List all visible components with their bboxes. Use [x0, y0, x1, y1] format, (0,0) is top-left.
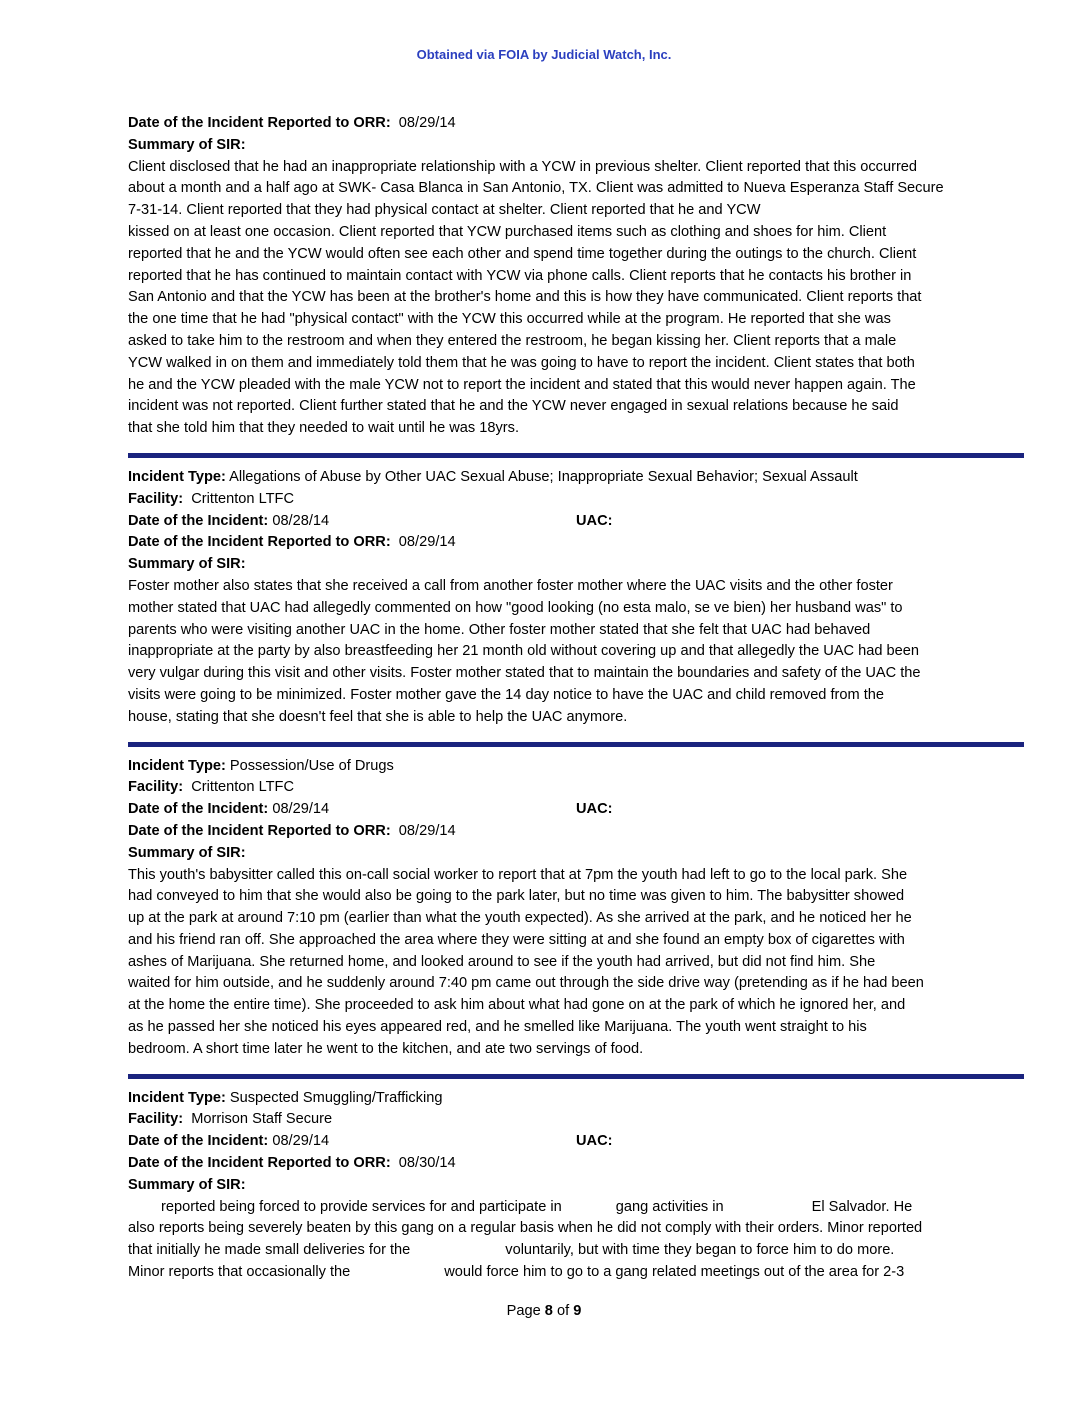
- summary-line: YCW walked in on them and immediately told them that he was going to have to report the incident. Client states that both: [128, 354, 915, 371]
- summary-line: at the home the entire time). She proceeded to ask him about what had gone on at the park of which he ignored her, and: [128, 997, 906, 1014]
- foia-watermark: Obtained via FOIA by Judicial Watch, Inc.: [416, 47, 672, 62]
- summary-line: visits were going to be minimized. Foster mother gave the 14 day notice to have the UAC and child removed from the: [128, 686, 885, 703]
- summary-line: that she told him that they needed to wait until he was 18yrs.: [128, 420, 520, 437]
- incident-type-value: Allegations of Abuse by Other UAC Sexual Abuse; Inappropriate Sexual Behavior; Sexual Assault: [229, 468, 858, 485]
- summary-line: Client disclosed that he had an inappropriate relationship with a YCW in previous shelter. Client reported that this occurred: [128, 158, 918, 175]
- summary-text: [128, 1197, 1024, 1284]
- date-incident-label: Date of the Incident:: [128, 801, 269, 818]
- page-total: 9: [573, 1303, 582, 1319]
- date-reported-value: 08/29/14: [398, 534, 456, 551]
- summary-line: as he passed her she noticed his eyes appeared red, and he smelled like Marijuana. The youth went straight to his: [128, 1019, 867, 1036]
- uac-label: UAC:: [576, 801, 613, 818]
- facility-label: Facility:: [128, 1111, 184, 1128]
- date-incident-label: Date of the Incident:: [128, 512, 269, 529]
- date-reported-label: Date of the Incident Reported to ORR:: [128, 115, 391, 131]
- summary-label: Summary of SIR:: [128, 844, 246, 861]
- summary-line: Foster mother also states that she received a call from another foster mother where the UAC visits and the other foster: [128, 577, 893, 594]
- summary-line: also reports being severely beaten by this gang on a regular basis when he did not comply with their orders. Minor reported: [128, 1220, 923, 1237]
- incident-section-4: [128, 1088, 1024, 1284]
- facility-value: Crittenton LTFC: [191, 490, 294, 507]
- date-reported-value: 08/29/14: [398, 822, 456, 839]
- summary-line: reported that he and the YCW would often see each other and spend time together during the outings to the church. Client: [128, 245, 917, 262]
- redacted-text-part: voluntarily, but with time they began to force him to do more.: [505, 1242, 895, 1259]
- redacted-text-part: El Salvador. He: [811, 1198, 913, 1215]
- incident-section-3: [128, 756, 1024, 1061]
- incident-section-2: [128, 467, 1024, 729]
- date-reported-value: 08/29/14: [398, 115, 456, 131]
- summary-line: very vulgar during this visit and other visits. Foster mother stated that to maintain the boundaries and safety of the UAC the: [128, 665, 921, 682]
- facility-label: Facility:: [128, 779, 184, 796]
- incident-section-1: [128, 113, 1024, 440]
- summary-label: Summary of SIR:: [128, 136, 246, 153]
- summary-text: [128, 865, 1024, 1061]
- summary-line: bedroom. A short time later he went to the kitchen, and ate two servings of food.: [128, 1040, 644, 1057]
- summary-text: [128, 157, 1024, 440]
- section-divider: [128, 1074, 1024, 1079]
- summary-line: incident was not reported. Client further stated that he and the YCW never engaged in sexual relations because he said: [128, 398, 899, 415]
- redacted-text-part: Minor reports that occasionally the: [128, 1264, 351, 1281]
- date-incident-label: Date of the Incident:: [128, 1133, 269, 1150]
- incident-type-label: Incident Type:: [128, 468, 226, 485]
- summary-line: This youth's babysitter called this on-call social worker to report that at 7pm the youth had left to go to the local park. She: [128, 866, 908, 883]
- incident-type-value: Suspected Smuggling/Trafficking: [229, 1089, 443, 1106]
- page-number: [0, 1303, 1088, 1319]
- summary-line: [128, 1262, 1024, 1284]
- summary-line: parents who were visiting another UAC in the home. Other foster mother stated that she felt that UAC had behaved: [128, 621, 871, 638]
- summary-line: reported that he has continued to maintain contact with YCW via phone calls. Client reports that he contacts his brother in: [128, 267, 912, 284]
- summary-line: ashes of Marijuana. She returned home, and looked around to see if the youth had arrived, but did not find him. She: [128, 953, 876, 970]
- facility-value: Crittenton LTFC: [191, 779, 294, 796]
- summary-text: [128, 576, 1024, 729]
- redacted-text-part: that initially he made small deliveries for the: [128, 1242, 411, 1259]
- section-divider: [128, 453, 1024, 458]
- summary-line: kissed on at least one occasion. Client reported that YCW purchased items such as clothing and shoes for him. Client: [128, 223, 887, 240]
- date-incident-value: 08/29/14: [272, 1133, 330, 1150]
- redacted-text-part: gang activities in: [615, 1198, 724, 1215]
- page-current: 8: [544, 1303, 553, 1319]
- of-word: of: [556, 1303, 570, 1319]
- uac-label: UAC:: [576, 512, 613, 529]
- incident-type-value: Possession/Use of Drugs: [229, 757, 394, 774]
- date-reported-label: Date of the Incident Reported to ORR:: [128, 534, 391, 551]
- summary-line: [128, 1197, 1024, 1219]
- redacted-text-part: would force him to go to a gang related meetings out of the area for 2-3: [444, 1264, 905, 1281]
- incident-type-label: Incident Type:: [128, 757, 226, 774]
- date-reported-label: Date of the Incident Reported to ORR:: [128, 1155, 391, 1172]
- summary-line: inappropriate at the party by also breastfeeding her 21 month old without covering up and that allegedly the UAC had been: [128, 643, 920, 660]
- summary-line: about a month and a half ago at SWK- Casa Blanca in San Antonio, TX. Client was admitted to Nueva Esperanza Staff Secure: [128, 180, 944, 197]
- summary-line: 7-31-14. Client reported that they had physical contact at shelter. Client reported that he and YCW: [128, 202, 761, 219]
- date-reported-label: Date of the Incident Reported to ORR:: [128, 822, 391, 839]
- summary-line: the one time that he had "physical contact" with the YCW this occurred while at the program. He reported that she was: [128, 311, 891, 328]
- incident-type-label: Incident Type:: [128, 1089, 226, 1106]
- summary-line: [128, 1240, 1024, 1262]
- summary-line: house, stating that she doesn't feel that she is able to help the UAC anymore.: [128, 708, 628, 725]
- facility-value: Morrison Staff Secure: [191, 1111, 333, 1128]
- facility-label: Facility:: [128, 490, 184, 507]
- summary-line: asked to take him to the restroom and when they entered the restroom, he began kissing her. Client reports that a male: [128, 332, 897, 349]
- page-word: Page: [506, 1303, 541, 1319]
- date-incident-value: 08/29/14: [272, 801, 330, 818]
- summary-label: Summary of SIR:: [128, 1176, 246, 1193]
- summary-line: up at the park at around 7:10 pm (earlier than what the youth expected). As she arrived at the park, and he noticed her he: [128, 910, 912, 927]
- summary-label: Summary of SIR:: [128, 556, 246, 573]
- summary-line: waited for him outside, and he suddenly around 7:40 pm came out through the side drive way (pretending as if he had been: [128, 975, 924, 992]
- uac-label: UAC:: [576, 1133, 613, 1150]
- section-divider: [128, 742, 1024, 747]
- summary-line: and his friend ran off. She approached the area where they were sitting at and she found an empty box of cigarettes with: [128, 931, 905, 948]
- summary-line: San Antonio and that the YCW has been at the brother's home and this is how they have communicated. Client reports that: [128, 289, 922, 306]
- report-body: [128, 113, 1024, 1284]
- summary-line: he and the YCW pleaded with the male YCW not to report the incident and stated that this would never happen again. The: [128, 376, 916, 393]
- date-incident-value: 08/28/14: [272, 512, 330, 529]
- summary-line: had conveyed to him that she would also be going to the park later, but no time was given to him. The babysitter showed: [128, 888, 905, 905]
- redacted-text-part: reported being forced to provide services for and participate in: [161, 1198, 562, 1215]
- summary-line: mother stated that UAC had allegedly commented on how "good looking (no esta malo, se ve bien) her husband was" to: [128, 599, 903, 616]
- date-reported-value: 08/30/14: [398, 1155, 456, 1172]
